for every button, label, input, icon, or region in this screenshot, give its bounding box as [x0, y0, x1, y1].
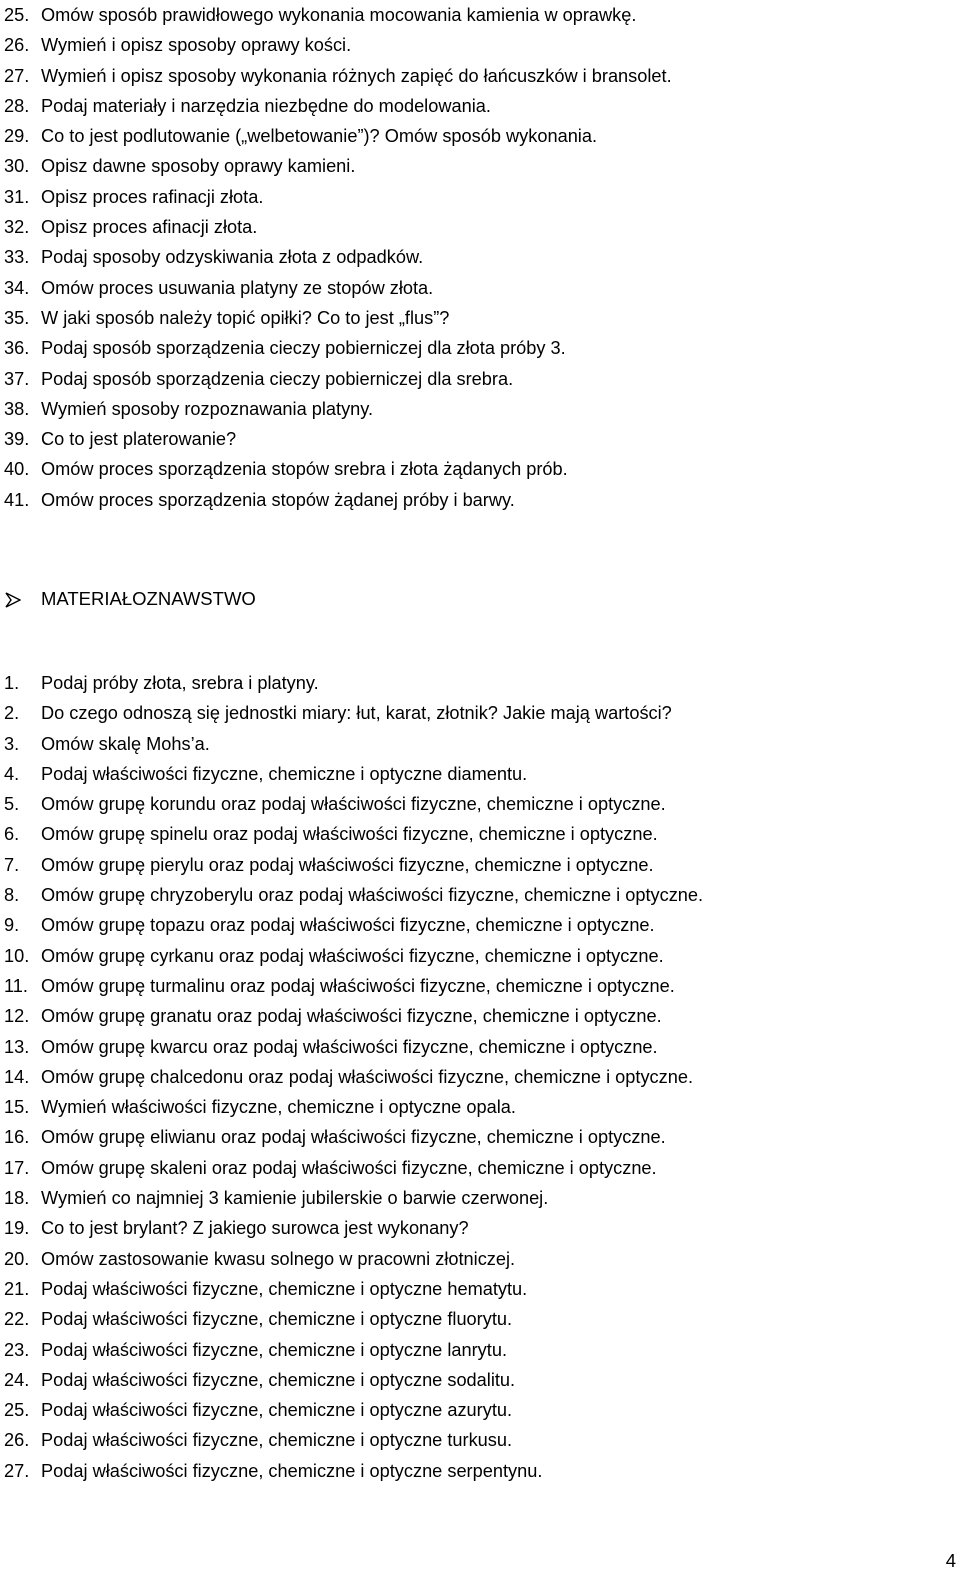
list-item-number: 13.	[4, 1036, 30, 1057]
list-item-text: Omów proces sporządzenia stopów żądanej próby i barwy.	[41, 489, 515, 510]
list-item-text: Podaj właściwości fizyczne, chemiczne i optyczne serpentynu.	[41, 1460, 543, 1481]
list-item-number: 3.	[4, 733, 20, 754]
list-item-text: Omów grupę kwarcu oraz podaj właściwości fizyczne, chemiczne i optyczne.	[41, 1036, 658, 1057]
list-item-text: Do czego odnoszą się jednostki miary: łut, karat, złotnik? Jakie mają wartości?	[41, 703, 672, 724]
list-item-number: 8.	[4, 885, 20, 906]
list-item-number: 2.	[4, 703, 20, 724]
list-item-text: Wymień i opisz sposoby oprawy kości.	[41, 35, 352, 56]
list-item-number: 33.	[4, 247, 30, 268]
list-item-text: Podaj właściwości fizyczne, chemiczne i optyczne turkusu.	[41, 1430, 513, 1451]
list-item-number: 23.	[4, 1339, 30, 1360]
list-item-number: 40.	[4, 459, 30, 480]
list-item-number: 6.	[4, 824, 20, 845]
list-item-number: 19.	[4, 1218, 30, 1239]
list-item-text: Omów grupę chalcedonu oraz podaj właściwości fizyczne, chemiczne i optyczne.	[41, 1066, 694, 1087]
list-item-text: W jaki sposób należy topić opiłki? Co to jest „flus”?	[41, 307, 450, 328]
list-item-text: Omów grupę eliwianu oraz podaj właściwości fizyczne, chemiczne i optyczne.	[41, 1127, 666, 1148]
list-item-text: Omów grupę pierylu oraz podaj właściwości fizyczne, chemiczne i optyczne.	[41, 854, 654, 875]
list-item-number: 12.	[4, 1006, 30, 1027]
list-item-text: Podaj materiały i narzędzia niezbędne do modelowania.	[41, 95, 491, 116]
list-item-text: Omów proces sporządzenia stopów srebra i złota żądanych prób.	[41, 459, 568, 480]
list-item-text: Omów grupę granatu oraz podaj właściwości fizyczne, chemiczne i optyczne.	[41, 1006, 662, 1027]
list-item-number: 36.	[4, 338, 30, 359]
list-item-text: Podaj sposób sporządzenia cieczy pobierniczej dla złota próby 3.	[41, 338, 566, 359]
list-item-number: 31.	[4, 186, 30, 207]
list-item-number: 30.	[4, 156, 30, 177]
list-item-text: Omów skalę Mohs’a.	[41, 733, 210, 754]
list-item-text: Wymień i opisz sposoby wykonania różnych zapięć do łańcuszków i bransolet.	[41, 65, 672, 86]
list-item-number: 7.	[4, 854, 20, 875]
list-item-text: Podaj próby złota, srebra i platyny.	[41, 673, 319, 693]
list-item-number: 18.	[4, 1188, 30, 1209]
list-item-text: Podaj właściwości fizyczne, chemiczne i optyczne sodalitu.	[41, 1369, 516, 1390]
list-item-number: 32.	[4, 217, 30, 238]
list-item-number: 24.	[4, 1369, 30, 1390]
list-item-text: Omów proces usuwania platyny ze stopów złota.	[41, 277, 434, 298]
list-item-number: 28.	[4, 95, 30, 116]
list-item-text: Co to jest podlutowanie („welbetowanie”)? Omów sposób wykonania.	[41, 126, 598, 147]
list-item-text: Omów grupę korundu oraz podaj właściwości fizyczne, chemiczne i optyczne.	[41, 794, 666, 815]
arrowhead-bullet-icon	[5, 592, 21, 608]
list-item-number: 17.	[4, 1157, 30, 1178]
list-item-text: Podaj właściwości fizyczne, chemiczne i optyczne fluorytu.	[41, 1309, 513, 1330]
list-item-number: 15.	[4, 1097, 30, 1118]
section-heading-text: MATERIAŁOZNAWSTWO	[41, 588, 256, 609]
list-item-number: 27.	[4, 65, 30, 86]
list-item-number: 21.	[4, 1278, 30, 1299]
list-item-number: 11.	[4, 975, 28, 996]
list-item-number: 4.	[4, 763, 20, 784]
list-item-text: Wymień właściwości fizyczne, chemiczne i optyczne opala.	[41, 1097, 516, 1118]
list-item-number: 10.	[4, 945, 30, 966]
list-item-text: Opisz proces afinacji złota.	[41, 217, 258, 238]
list-item-number: 14.	[4, 1066, 30, 1087]
list-item-number: 16.	[4, 1127, 30, 1148]
list-item-number: 35.	[4, 307, 30, 328]
list-item-text: Wymień co najmniej 3 kamienie jubilerskie o barwie czerwonej.	[41, 1188, 549, 1209]
list-item-text: Podaj sposoby odzyskiwania złota z odpadków.	[41, 247, 424, 268]
list-item-number: 5.	[4, 794, 20, 815]
list-item-text: Omów sposób prawidłowego wykonania mocowania kamienia w oprawkę.	[41, 5, 637, 25]
list-item-number: 25.	[4, 5, 30, 25]
list-item-number: 37.	[4, 368, 30, 389]
list-item-number: 9.	[4, 915, 20, 936]
list-item-number: 25.	[4, 1400, 30, 1421]
list-item-text: Omów grupę turmalinu oraz podaj właściwości fizyczne, chemiczne i optyczne.	[41, 975, 675, 996]
list-item-text: Podaj właściwości fizyczne, chemiczne i optyczne lanrytu.	[41, 1339, 507, 1360]
list-item-number: 39.	[4, 429, 30, 450]
list-item-text: Omów zastosowanie kwasu solnego w pracowni złotniczej.	[41, 1248, 516, 1269]
list-item-text: Co to jest platerowanie?	[41, 429, 237, 450]
list-item-text: Wymień sposoby rozpoznawania platyny.	[41, 398, 374, 419]
list-item-number: 38.	[4, 398, 30, 419]
list-item-text: Opisz proces rafinacji złota.	[41, 186, 264, 207]
list-item-number: 22.	[4, 1309, 30, 1330]
list-item-number: 41.	[4, 489, 30, 510]
list-item-number: 26.	[4, 1430, 30, 1451]
page-number: 4	[945, 1550, 956, 1571]
list-item-number: 20.	[4, 1248, 30, 1269]
list-item-text: Podaj sposób sporządzenia cieczy pobierniczej dla srebra.	[41, 368, 514, 389]
list-item-text: Omów grupę skaleni oraz podaj właściwości fizyczne, chemiczne i optyczne.	[41, 1157, 657, 1178]
list-item-number: 34.	[4, 277, 30, 298]
list-item-text: Podaj właściwości fizyczne, chemiczne i optyczne diamentu.	[41, 763, 528, 784]
list-item-text: Omów grupę chryzoberylu oraz podaj właściwości fizyczne, chemiczne i optyczne.	[41, 885, 704, 906]
list-item-text: Opisz dawne sposoby oprawy kamieni.	[41, 156, 356, 177]
list-item-text: Omów grupę spinelu oraz podaj właściwości fizyczne, chemiczne i optyczne.	[41, 824, 658, 845]
list-item-text: Omów grupę cyrkanu oraz podaj właściwości fizyczne, chemiczne i optyczne.	[41, 945, 664, 966]
list-item-text: Podaj właściwości fizyczne, chemiczne i optyczne azurytu.	[41, 1400, 513, 1421]
list-item-number: 29.	[4, 126, 30, 147]
list-item-text: Omów grupę topazu oraz podaj właściwości fizyczne, chemiczne i optyczne.	[41, 915, 655, 936]
list-item-text: Podaj właściwości fizyczne, chemiczne i optyczne hematytu.	[41, 1278, 528, 1299]
list-item-number: 1.	[4, 673, 20, 693]
list-item-number: 27.	[4, 1460, 30, 1481]
list-item-number: 26.	[4, 35, 30, 56]
list-item-text: Co to jest brylant? Z jakiego surowca jest wykonany?	[41, 1218, 469, 1239]
